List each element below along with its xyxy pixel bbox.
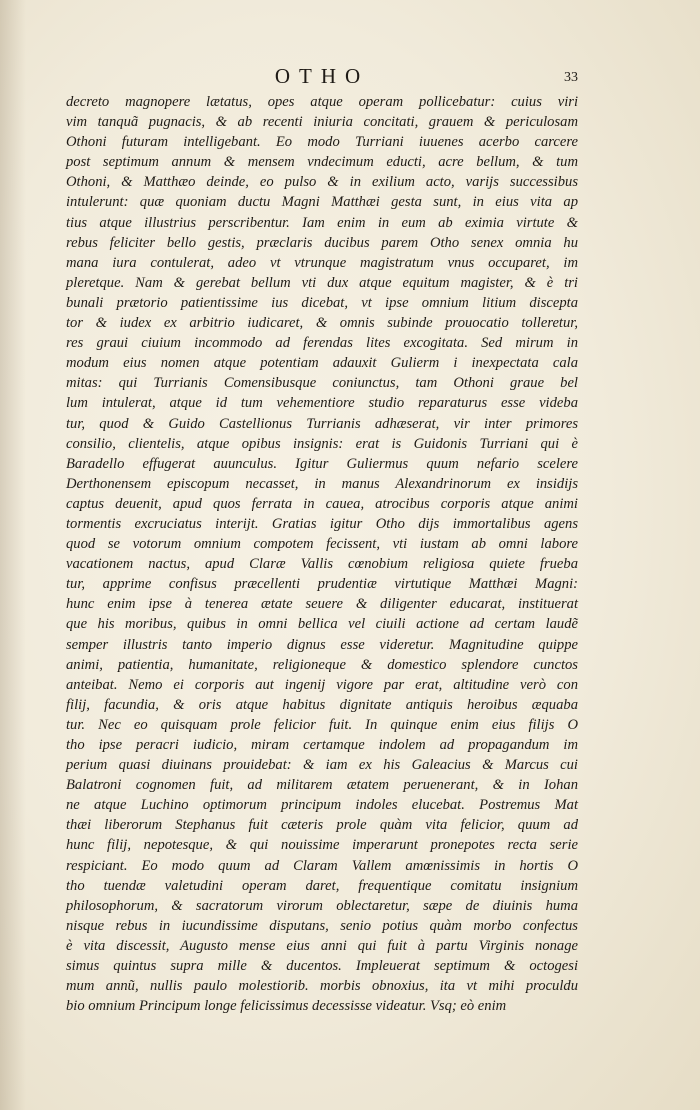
body-text	[66, 92, 578, 1016]
text-line: respiciant. Eo modo quum ad Claram Vallem amœnissimis in hortis O	[66, 857, 578, 874]
text-line: vim tanquã pugnacis, & ab recenti iniuria concitati, grauem & periculosam	[66, 114, 578, 131]
text-line: modum eius nomen atque potentiam adauxit Gulierm i inexpectata cala	[66, 355, 578, 372]
text-line: bunali prætorio patientissime ius dicebat, vt ipse omnium litium disceptа	[66, 294, 578, 311]
text-line: tormentis excruciatus interijt. Gratias igitur Otho dijs immortalibus agens	[66, 515, 578, 532]
text-line: Baradello effugerat auunculus. Igitur Guliermus quum nefario scelere	[66, 455, 578, 472]
text-line: mum annũ, nullis paulo molestiorib. morbis obnoxius, ita vt mihi proculdu	[66, 978, 578, 995]
page-header	[66, 64, 578, 94]
text-line: quod se votorum omnium compotem fecissent, vti iustam ab omni labore	[66, 536, 578, 553]
text-line: tur. Nec eo quisquam prole felicior fuit. In quinque enim eius filijs O	[66, 716, 578, 733]
text-line: captus deuenit, apud quos ferrata in cauea, atrocibus corporis atque animi	[66, 495, 578, 512]
text-line: Balatroni cognomen fuit, ad militarem ætatem peruenerant, & in Iohan	[66, 777, 578, 794]
text-line: simus quintus supra mille & ducentos. Impleuerat septimum & octogesi	[66, 958, 578, 975]
text-line: bio omnium Principum longe felicissimus decessisse videatur. Vsq; eò enim	[66, 998, 507, 1015]
text-line: res graui ciuium incommodo ad ferendas lites excogitata. Sed mirum in	[66, 335, 578, 352]
text-line: anteibat. Nemo ei corporis aut ingenij vigore par erat, altitudine verò con	[66, 676, 578, 693]
text-line: ne atque Luchino optimorum principum indoles elucebat. Postremus Mat	[66, 797, 578, 814]
text-line: tius atque illustrius perscribentur. Iam enim in eum ab eximia virtute &	[66, 214, 578, 231]
text-line: intulerunt: quæ quoniam ductu Magni Matthæi gesta sunt, in eius vita ap	[66, 194, 578, 211]
text-line: mitas: qui Turrianis Comensibusque coniunctus, tam Othoni graue bel	[66, 375, 578, 392]
text-line: decreto magnopere lætatus, opes atque operam pollicebatur: cuius viri	[66, 94, 578, 110]
text-line: nisque rebus in iucundissime disputans, senio potius quàm morbo confectus	[66, 917, 578, 934]
text-line: rebus feliciter bello gestis, præclaris ducibus parem Otho senex omnia hu	[66, 234, 578, 251]
text-line: consilio, clientelis, atque opibus insignis: erat is Guidonis Turriani qui è	[66, 435, 578, 452]
text-line: vacationem nactus, apud Claræ Vallis cœnobium religiosa quiete frueba	[66, 556, 578, 573]
text-line: semper illustris tanto imperio dignus esse videretur. Magnitudine quippe	[66, 636, 578, 653]
text-line: pleretque. Nam & gerebat bellum vti dux atque equitum magister, & è tri	[66, 274, 578, 291]
text-line: tho tuendæ valetudini operam daret, frequentique comitatu insignium	[66, 877, 578, 894]
text-line: tor & iudex ex arbitrio iudicaret, & omnis subinde prouocatio tolleretur,	[66, 315, 578, 332]
text-line: lum intulerat, atque id tum vehementiore studio reparaturus esse videba	[66, 395, 578, 412]
text-line: tur, apprime confisus præcellenti prudentiæ virtutique Matthæi Magni:	[66, 576, 578, 593]
text-line: philosophorum, & sacratorum virorum oblectaretur, sæpe de diuinis huma	[66, 897, 578, 914]
text-line: animi, patientia, humanitate, religioneque & domestico splendore cunctos	[66, 656, 578, 673]
text-line: Othoni futuram intelligebant. Eo modo Turriani iuuenes acerbo carcere	[66, 134, 578, 151]
text-line: post septimum annum & mensem vndecimum educti, acre bellum, & tum	[66, 154, 578, 171]
text-line: è vita discessit, Augusto mense eius anni qui fuit à partu Virginis nonage	[66, 937, 578, 954]
text-line: tur, quod & Guido Castellionus Turrianis adhæserat, vir inter primores	[66, 415, 578, 432]
running-title: OTHO	[274, 64, 370, 88]
text-line: hunc filij, nepotesque, & qui nouissime imperarunt pronepotes recta serie	[66, 837, 578, 854]
text-line: thæi liberorum Stephanus fuit cæteris prole quàm vita felicior, quum ad	[66, 817, 578, 834]
text-line: hunc enim ipse à tenerea ætate seuere & diligenter educarat, instituerat	[66, 596, 578, 613]
text-line: Derthonensem episcopum necasset, in manus Alexandrinorum ex insidijs	[66, 475, 578, 492]
text-line: Othoni, & Matthæo deinde, eo pulso & in exilium acto, varijs successibus	[66, 174, 578, 191]
page-number: 33	[564, 70, 578, 85]
text-line: mana iura contulerat, adeo vt vtrunque magistratum vnus occuparet, im	[66, 254, 578, 271]
text-line: tho ipse peracri iudicio, miram certamque indolem ad propagandum im	[66, 737, 578, 753]
text-line: que his moribus, quibus in omni bellica vel ciuili actione ad certam laudẽ	[66, 616, 578, 633]
text-line: perium quasi diuinans prouidebat: & iam ex his Galeacius & Marcus cui	[66, 757, 578, 774]
text-line: filij, facundia, & oris atque habitus dignitate antiquis heroibus æquaba	[66, 696, 578, 713]
